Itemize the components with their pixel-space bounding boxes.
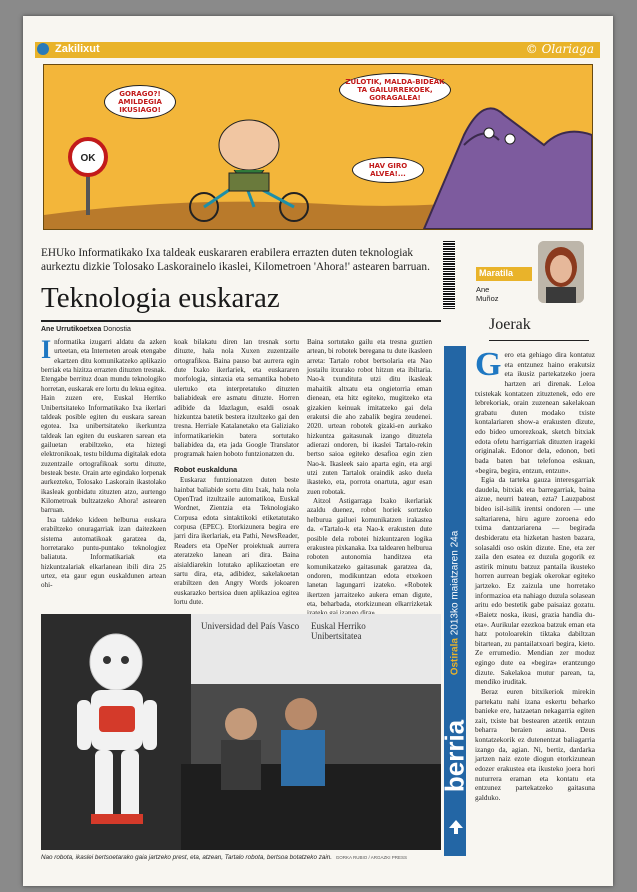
column-dropcap: G: [475, 346, 502, 383]
columnist-header: [476, 241, 586, 313]
speech-bubble-right: ZULOTIK, MALDA-BIDEAK TA GAILURREKOEK, GORAGALEA!: [339, 73, 451, 107]
brand-logo: [439, 706, 470, 806]
article-deck: EHUko Informatikako Ixa taldeak euskararen erabilera errazten duten teknologiak aurkeztu dizkie Tolosako Laskorainelo ikaslei, Kilometroen 'Ahora!' astearen barruan.: [41, 247, 430, 274]
title-rule: [41, 320, 441, 322]
article-column-3: [307, 338, 432, 619]
speech-bubble-left: GORAGO?! AMILDEGIA IKUSIAGO!: [104, 85, 176, 119]
subheading: Robot euskalduna: [174, 464, 238, 474]
byline-place: Donostia: [103, 326, 131, 333]
article-paragraph: koak bilakatu diren lan tresnak sortu dituzte, hala nola Xuxen zuzentzaile ortografikoa. Baina pauso bat aurrera egin dute Ixako ikerlariek, eta euskararen morfologia, sintaxia eta semantika hobeto ulertuko eta interpretatuko dituzten baliabideak ere asmatu dituzte. Horren adibide da Idazlagun, esaldi osoak hizkuntza batetik bestera itzultzeko gai den tresna. Herriale Katalanetako eta Galiziako informatikariekin batera sortutako baliabidea da, eta jada Google Translator programak haien hoboto funtzionatzen du.: [174, 338, 299, 459]
column-body: [475, 346, 595, 802]
column-section-label: Maratila: [479, 268, 514, 278]
photo-scene: [41, 614, 441, 850]
article-paragraph: Baina sortutako gailu eta tresna guztien artean, bi robotek beregana tu dute ikasleen arreta: Tartalo robot bertsolaria eta Nao jostailu itxurako robot hitzun eta ibiltaria. Nao-k txundituta utzi ditu ikasleak mahaitik altxatu eta ongietorria eman dienean, eta hitz egiteko, mugitzeko eta gizakien keinuak imitatzeko gai dela erakutsi die aho zabalik begira zeudenei. 2020. urtean robotek gizaki-en aurkako hizkuntza gaitasunak izango dituztela adierazi ondoren, bi ikaslei Tartalo-rekin bertso saioa egiteko desafioa egin zien Nao-k. Ikasleek saio aparta egin, eta argi utzi zuten Tartalok oraindik asko duela ikasteko, eta, porrota onartuta, agur esan zuen robotak.: [307, 338, 432, 496]
banner-text-right: Euskal Herriko Unibertsitatea: [311, 621, 366, 641]
cartoonist-signature: © Olariaga: [525, 42, 594, 56]
author-portrait: [538, 241, 584, 303]
column-paragraph: ero eta gehiago dira kontatuz eta entzunez haino erakutsiz eta ikusiz partekatzeko joera hartzen ari direnak. Leloa txistekak kontatzen zituztenek, edo ere lebrekoriak, orain zuzenean sakelakoan grabatu duten modako txiste kontalariaren show-a erakusten dizute, edo bideo umorezkoak, sketch bitxiak edota ofetu harrigarriak dituzten irageki originalak. Edonor dela, edonon, beti bada baten bat telefonoa eskuan, «begira, begira, entzun, entzun».: [475, 350, 595, 475]
article-paragraph: Euskaraz funtzionatzen duten beste hainbat baliabide sortu ditu Ixak, hala nola OpenTrad itzultzaile automatikoa, Euskal Wordnet, Zientzia eta Teknologiako Corpusa edota sintaktikoki etiketatutako corpusa (EPEC). Etorkizunera begira ere jarri dira ikerlariak, eta Pathi, NewsReader, Readers eta OpeNer proiektuak aurrera ateratzeko lanean ari dira. Baina aisialdiarekin lotutako aplikazioetan ere sartu dira, eta, adibidez, sakelakoetan erabiltzen den Angry Words jokoaren euskarazko bertsioa duen aplikazioa egitea lortu dute.: [174, 476, 299, 606]
brand-name: berria: [439, 719, 470, 793]
byline: [41, 326, 131, 333]
article-dropcap: I: [41, 335, 52, 364]
article-title: Teknologia euskaraz: [41, 282, 280, 314]
section-label: Zakilixut: [55, 43, 100, 55]
caption-text: Nao robota, ikaslei bertsoetarako gaia jartzeko prest, eta, atzean, Tartalo robota, bertsoa botatzeko zain.: [41, 854, 332, 861]
issue-date-text: 2013ko maiatzaren 24a: [449, 530, 461, 636]
svg-text:OK: OK: [80, 153, 96, 164]
editorial-cartoon: [43, 64, 593, 230]
portrait-image: [538, 241, 584, 303]
article-photo: [41, 614, 441, 850]
article-paragraph: Aitzol Astigarraga Ixako ikerlariak azaldu duenez, robot horiek sortzeko helburua gailuei komunikatzen irakastea da. «Tartalo-k eta Nao-k erakusten dute posible dela robotei hizkuntzaren logika erakustea pixkanaka. Ixa taldearen helburua roboten autonomia handitzea eta komunikatzeko gaitasunak garatzea da, ondoren, modikuntzan edota etxekoen lanetan lagungarri izateko. «Robotek ikertzen jarraitzeko aukera eman digute, eta, beharbada, etorkizunean elkarrizketak: [307, 497, 432, 609]
author-last-name: Muñoz: [476, 294, 499, 303]
issue-weekday: Ostirala: [449, 638, 461, 676]
barcode: [443, 241, 455, 309]
article-column-1: [41, 335, 166, 591]
column-paragraph: Beraz euren bitxikeriok mirekin partekatu nahi izana eskertu beharko banieke ere, hatzaetan nekagarria egiten zait, txiste bat bestearen atzetik entzun beharra beraien astuna. Deus kontatzekorik ez dutenentzat baliagarria izango da, agian. Ni, bertiz, dardarka jartzen naiz ezote diogun etorkizunean edozer erakustea eta ikusteko joera hori nuturrera eraman eta kontatu eta entzunez partekatzeko gaitasuna galduko.: [475, 686, 595, 802]
article-paragraph: nformatika izugarri aldatu da azken urteetan, eta Interneten aroak etengabe ekartzen ditu komunikatzeko aplikazio berriak eta hizitza errazten dituzten tresnak. Etengabe berrituz doan mundu teknologiko horretan, euskarak ere lortu du lekua egitea. Hain zuzen ere, Euskal Herriko Unibertsitateko Informatikako Ixa ikerlari taldeak posible egiten du euskara sarean egotea. Ixa unibertsitateko ikerkuntza taldeak lan egiten du euskaren sarean eta gailuetan erabiltzeko, eta hiztegi elektronikoak, testu bilduma digitalak edota zuzentzaile ortografikoak sortu dituzte, besteak beste. Orain arte egindako lorpenak aurkezteko, Tolosako Laskorain ikastolako ikasleak gonbidatu zituzten atzo, aurtengo Kilometroak bultzatzeko Ahora! astearen barruan.: [41, 338, 166, 515]
banner-text-left: Universidad del País Vasco: [201, 621, 300, 631]
column-title: Joerak: [489, 316, 531, 333]
byline-author: Ane Urrutikoetxea: [41, 326, 102, 333]
photo-credit: GORKA RUBIO / ARGAZKI PRESS: [335, 855, 408, 860]
author-first-name: Ane: [476, 285, 490, 294]
column-author: [476, 285, 499, 303]
issue-date: [446, 528, 464, 678]
article-paragraph: Ixa taldeko kideen helburua euskara erabiltzeko onuragarriak izan daitezkeen sistema automatikoak garatzea da, horretarako puntu-puntako teknologiez baliatuta. Informatikariak eta hizkuntzalariak elkarlanean ibili dira 25 urtez, eta gaur egun euskaldunen artean ohi-: [41, 515, 166, 590]
article-column-2: [174, 338, 299, 607]
column-title-rule: [489, 340, 589, 341]
column-paragraph: Egia da tarteka gauza interesgarriak daudela, bitxiak eta barregarriak, baina aizue, neurri batean, ezta? Lauzpabost bideo isil-isilik irentsi ondoren — une saltariarena, hiru agure zoroena edo txima dantzariarena — begirada desbideratu eta hizketan hasten bazara, solasaldi oso oskin dizute. Ene, eta zer zaila den esatea ez duzula gogorik ez astirik minutu batzuz pantaila ikusteko horren aurrean begiak okerokar egiteko jartzeko. Ez zaizula une horretako informazioa eta nahiago duzula solasean aritu edo bestetik gabe paisaiaz gozatu. «Baietz noska, ikusi, grazia handia du-eta». Aurikular ezezkoa batzuk eman eta hatz potoloarekin tiktaka dabiltzan bitartean, zu pantailatxoari begira, kieto. Ze errumedio. Mendian zer moduz egingo dute ea «begira» erantzungo dizute. Sakelakoa mutur parean, ta, mendiko iruditak.: [475, 475, 595, 687]
section-header-bar: [35, 42, 600, 58]
column-section-tag: [476, 267, 532, 281]
smiley-icon: [37, 43, 49, 55]
newspaper-page: [23, 16, 613, 886]
up-arrow-icon: [447, 818, 465, 836]
photo-caption: [41, 854, 441, 861]
speech-bubble-bottom: HAV GIRO ALVEA!...: [352, 157, 424, 183]
